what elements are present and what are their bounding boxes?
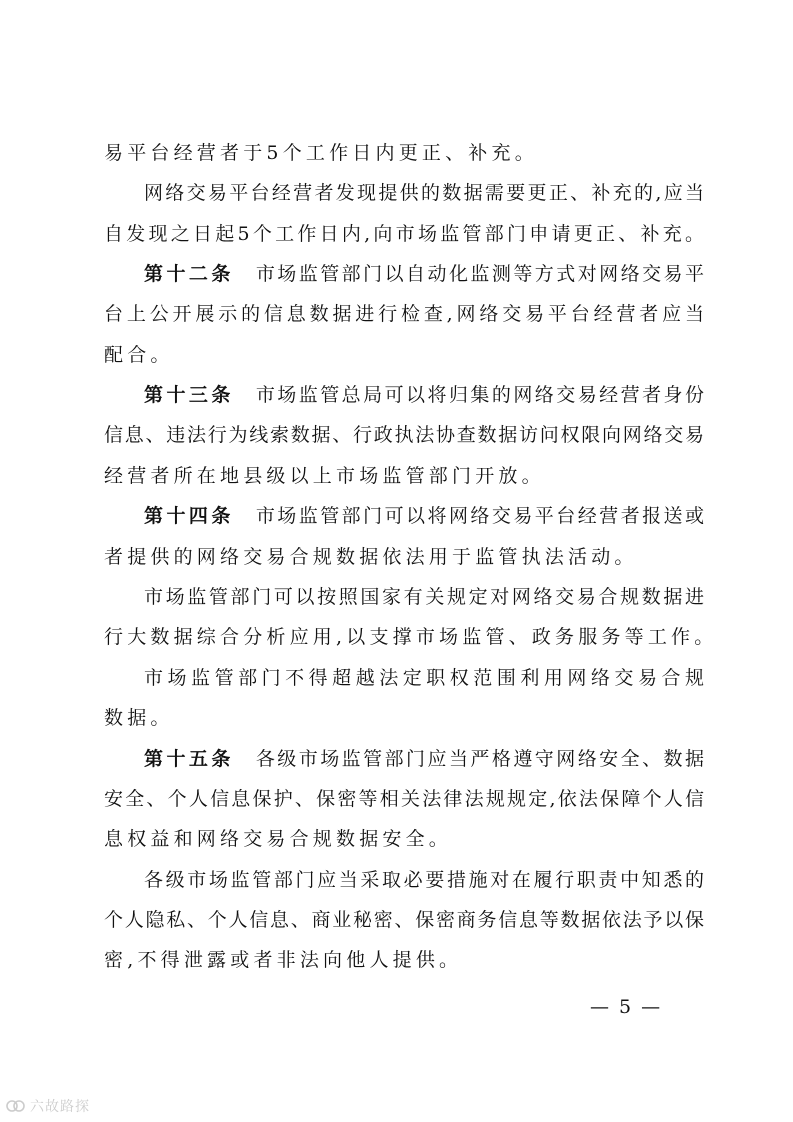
text-line: 密,不得泄露或者非法向他人提供。 bbox=[104, 949, 463, 971]
text-line: 台上公开展示的信息数据进行检查,网络交易平台经营者应当 bbox=[104, 303, 704, 325]
text-line: 网络交易平台经营者发现提供的数据需要更正、补充的,应当 bbox=[144, 182, 704, 204]
text-line: 安全、个人信息保护、保密等相关法律法规规定,依法保障个人信 bbox=[104, 788, 704, 810]
article-heading: 第十二条 bbox=[144, 263, 234, 285]
text-line: 配合。 bbox=[104, 344, 174, 366]
text-line: 市场监管部门可以按照国家有关规定对网络交易合规数据进 bbox=[144, 586, 704, 608]
text-line: 数据。 bbox=[104, 707, 174, 729]
article-text: 市场监管部门以自动化监测等方式对网络交易平 bbox=[255, 263, 704, 285]
article-text: 市场监管部门可以将网络交易平台经营者报送或 bbox=[255, 505, 704, 527]
text-line: 息权益和网络交易合规数据安全。 bbox=[104, 828, 453, 850]
watermark bbox=[6, 1096, 90, 1116]
text-line: 易平台经营者于5个工作日内更正、补充。 bbox=[104, 142, 538, 164]
article-heading: 第十三条 bbox=[144, 384, 234, 406]
text-line: 信息、违法行为线索数据、行政执法协查数据访问权限向网络交易 bbox=[104, 424, 704, 446]
text-line: 市场监管部门不得超越法定职权范围利用网络交易合规 bbox=[144, 667, 704, 689]
article-heading: 第十五条 bbox=[144, 748, 234, 770]
text-line: 行大数据综合分析应用,以支撑市场监管、政务服务等工作。 bbox=[104, 626, 718, 648]
article-14-line bbox=[144, 501, 704, 531]
text-line: 经营者所在地县级以上市场监管部门开放。 bbox=[104, 465, 545, 487]
watermark-logo-icon bbox=[6, 1097, 26, 1115]
article-13-line bbox=[144, 380, 704, 410]
article-heading: 第十四条 bbox=[144, 505, 234, 527]
text-line: 自发现之日起5个工作日内,向市场监管部门申请更正、补充。 bbox=[104, 223, 704, 245]
watermark-text: 六故路探 bbox=[30, 1099, 90, 1115]
article-12-line bbox=[144, 259, 704, 289]
page-number: — 5 — bbox=[590, 996, 663, 1018]
text-line: 个人隐私、个人信息、商业秘密、保密商务信息等数据依法予以保 bbox=[104, 909, 704, 931]
article-15-line bbox=[144, 744, 704, 774]
article-text: 各级市场监管部门应当严格遵守网络安全、数据 bbox=[255, 748, 704, 770]
text-line: 各级市场监管部门应当采取必要措施对在履行职责中知悉的 bbox=[144, 869, 704, 891]
text-line: 者提供的网络交易合规数据依法用于监管执法活动。 bbox=[104, 546, 638, 568]
article-text: 市场监管总局可以将归集的网络交易经营者身份 bbox=[255, 384, 704, 406]
